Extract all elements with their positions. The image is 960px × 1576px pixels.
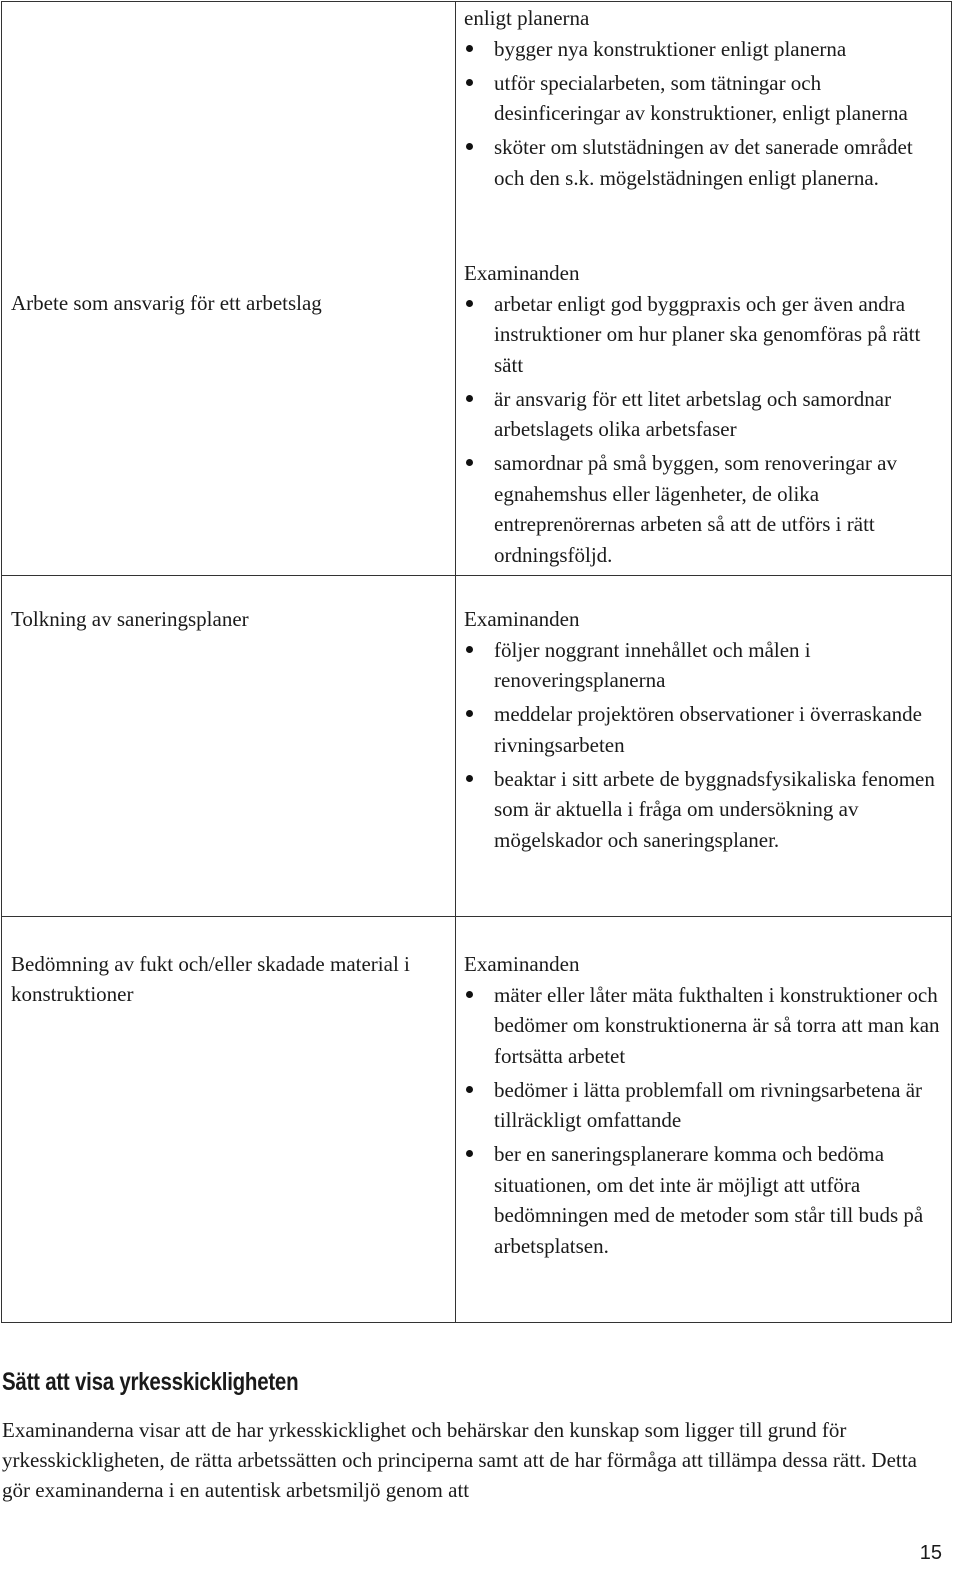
- section-paragraph: Examinanderna visar att de har yrkesskicklighet och behärskar den kunskap som ligger till grund för yrkesskickligheten, de rätta arbetssätten och principerna samt att de har förmåga att tillämpa dessa rätt. Detta gör examinanderna i en autentisk arbetsmiljö genom att: [2, 1418, 917, 1502]
- bullet-icon: [466, 143, 473, 150]
- list-item: meddelar projektören observationer i överraskande rivningsarbeten: [464, 699, 944, 760]
- criteria-list: [464, 635, 944, 856]
- bullet-icon: [466, 1086, 473, 1093]
- list-item: bedömer i lätta problemfall om rivningsarbetena är tillräckligt omfattande: [464, 1075, 944, 1136]
- criteria-cell-continuation: [464, 3, 944, 197]
- bullet-icon: [466, 79, 473, 86]
- bullet-icon: [466, 1150, 473, 1157]
- list-item: följer noggrant innehållet och målen i renoveringsplanerna: [464, 635, 944, 696]
- criteria-label: Tolkning av saneringsplaner: [11, 607, 249, 631]
- bullet-icon: [466, 710, 473, 717]
- bullet-icon: [466, 300, 473, 307]
- list-item: arbetar enligt god byggpraxis och ger även andra instruktioner om hur planer ska genomföras på rätt sätt: [464, 289, 944, 381]
- bullet-icon: [466, 45, 473, 52]
- list-item: samordnar på små byggen, som renoveringar av egnahemshus eller lägenheter, de olika entreprenörernas arbeten så att de utförs i rätt ordningsföljd.: [464, 448, 944, 570]
- list-item: beaktar i sitt arbete de byggnadsfysikaliska fenomen som är aktuella i fråga om undersökning av mögelskador och saneringsplaner.: [464, 764, 944, 856]
- cell-heading: Examinanden: [464, 952, 580, 976]
- criteria-cell: [464, 949, 944, 1265]
- criteria-list: [464, 980, 944, 1262]
- row-divider: [2, 916, 951, 917]
- criteria-cell: [464, 604, 944, 859]
- list-item: utför specialarbeten, som tätningar och desinficeringar av konstruktioner, enligt planerna: [464, 68, 944, 129]
- list-item: är ansvarig för ett litet arbetslag och samordnar arbetslagets olika arbetsfaser: [464, 384, 944, 445]
- list-item: sköter om slutstädningen av det sanerade området och den s.k. mögelstädningen enligt planerna.: [464, 132, 944, 193]
- criteria-list: [464, 289, 944, 571]
- bullet-icon: [466, 395, 473, 402]
- list-item: bygger nya konstruktioner enligt planerna: [464, 34, 944, 65]
- column-divider: [455, 2, 456, 1322]
- list-item: mäter eller låter mäta fukthalten i konstruktioner och bedömer om konstruktionerna är så torra att man kan fortsätta arbetet: [464, 980, 944, 1072]
- criteria-list: [464, 34, 944, 194]
- cell-heading: Examinanden: [464, 607, 580, 631]
- bullet-icon: [466, 991, 473, 998]
- cell-heading: Examinanden: [464, 261, 580, 285]
- bullet-icon: [466, 775, 473, 782]
- bullet-icon: [466, 646, 473, 653]
- bullet-icon: [466, 459, 473, 466]
- criteria-label: Arbete som ansvarig för ett arbetslag: [11, 291, 322, 315]
- cell-heading: enligt planerna: [464, 6, 590, 30]
- page-number: 15: [919, 1542, 942, 1564]
- row-divider: [2, 575, 951, 576]
- criteria-label: Bedömning av fukt och/eller skadade material i konstruktioner: [11, 952, 410, 1006]
- criteria-cell: [464, 258, 944, 574]
- section-heading: Sätt att visa yrkesskickligheten: [2, 1368, 299, 1396]
- list-item: ber en saneringsplanerare komma och bedöma situationen, om det inte är möjligt att utföra bedömningen med de metoder som står till buds på arbetsplatsen.: [464, 1139, 944, 1261]
